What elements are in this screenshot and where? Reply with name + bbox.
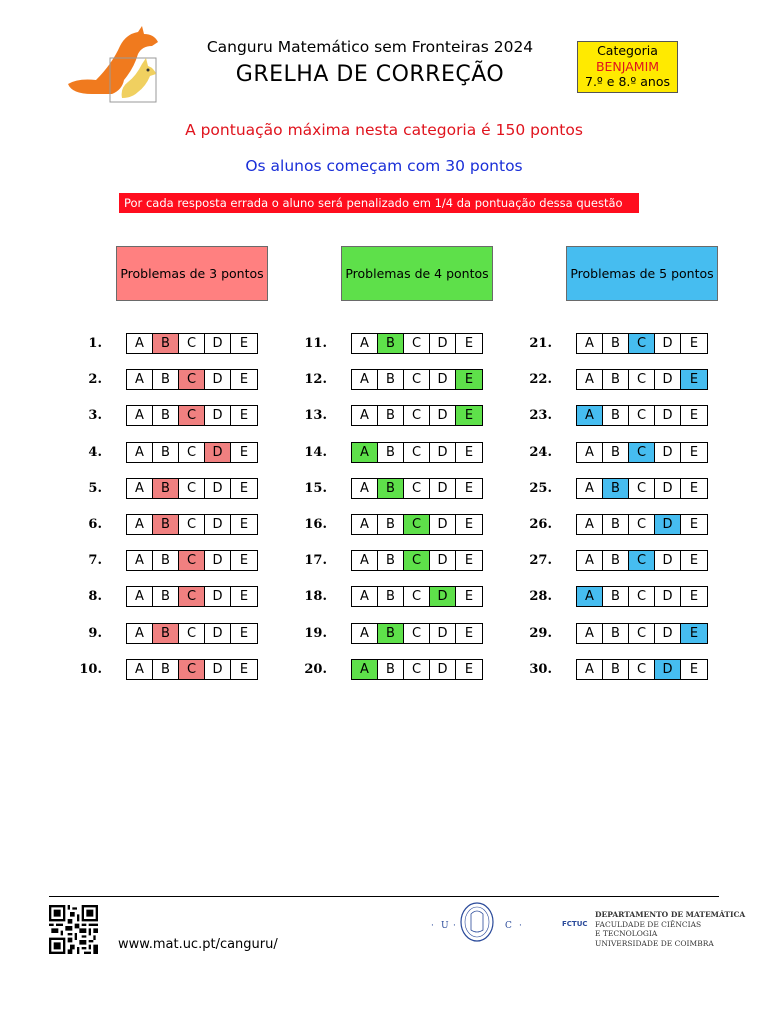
option-cell: C — [404, 370, 430, 389]
question-number: 12. — [304, 372, 327, 388]
option-cell: A — [127, 587, 153, 606]
option-cell: E — [239, 372, 249, 388]
question-number: 11. — [304, 336, 327, 351]
answer-options-row — [126, 478, 258, 499]
option-cell: D — [205, 370, 231, 389]
question-number: 19. — [304, 625, 327, 641]
question-number: 28. — [529, 589, 552, 605]
page-title: GRELHA DE CORREÇÃO — [235, 62, 505, 87]
correct-answer-cell: C — [404, 515, 430, 534]
group-header-5-points: Problemas de 5 pontos — [566, 246, 718, 301]
option-cell: A — [127, 479, 153, 498]
option-cell: E — [464, 336, 474, 351]
correct-answer-cell: B — [378, 479, 404, 498]
correct-answer-cell: B — [153, 624, 179, 643]
answer-options-row — [351, 623, 483, 644]
option-cell: E — [464, 480, 474, 496]
website-link[interactable]: www.mat.uc.pt/canguru/ — [118, 937, 278, 952]
answer-options-row — [351, 442, 483, 463]
option-cell: A — [352, 334, 378, 353]
option-cell: A — [577, 443, 603, 462]
option-cell: D — [655, 443, 681, 462]
answer-options-row — [576, 333, 708, 354]
answer-options-row — [126, 623, 258, 644]
correct-answer-cell: A — [352, 443, 378, 462]
question-number: 18. — [304, 589, 327, 605]
option-cell: D — [205, 660, 231, 679]
option-cell: A — [577, 660, 603, 679]
answer-options-row — [351, 514, 483, 535]
option-cell: D — [430, 624, 456, 643]
option-cell: D — [655, 370, 681, 389]
svg-text:·: · — [431, 921, 434, 931]
correct-answer-cell: A — [577, 587, 603, 606]
question-number: 27. — [529, 553, 552, 569]
option-cell: C — [404, 479, 430, 498]
correct-answer-cell: E — [456, 406, 482, 425]
option-cell: C — [404, 587, 430, 606]
correct-answer-cell: C — [179, 551, 205, 570]
answer-options-row — [126, 333, 258, 354]
university-seal-icon — [425, 902, 525, 946]
option-cell: A — [577, 515, 603, 534]
option-cell: A — [352, 515, 378, 534]
question-number: 17. — [304, 553, 327, 569]
option-cell: A — [127, 443, 153, 462]
option-cell: C — [179, 515, 205, 534]
answer-options-row — [576, 659, 708, 680]
option-cell: E — [689, 480, 699, 496]
question-number: 7. — [88, 553, 102, 569]
question-number: 25. — [529, 480, 552, 496]
svg-text:·: · — [453, 921, 456, 931]
answer-options-row — [351, 478, 483, 499]
correct-answer-cell: D — [205, 443, 231, 462]
option-cell: B — [603, 660, 629, 679]
option-cell: A — [127, 660, 153, 679]
dept-line-3: E TECNOLOGIA — [595, 929, 658, 938]
correct-answer-cell: D — [655, 515, 681, 534]
option-cell: E — [239, 517, 249, 532]
option-cell: C — [179, 334, 205, 353]
answer-options-row — [126, 514, 258, 535]
option-cell: E — [239, 589, 249, 605]
question-number: 16. — [304, 517, 327, 532]
question-number: 6. — [88, 517, 102, 532]
option-cell: E — [689, 336, 699, 351]
option-cell: C — [629, 515, 655, 534]
option-cell: D — [205, 551, 231, 570]
correct-answer-cell: B — [153, 334, 179, 353]
option-cell: A — [352, 551, 378, 570]
answer-options-row — [351, 333, 483, 354]
option-cell: B — [378, 551, 404, 570]
answer-options-row — [351, 586, 483, 607]
option-cell: A — [577, 334, 603, 353]
start-points-text: Os alunos começam com 30 pontos — [245, 157, 523, 175]
option-cell: B — [153, 551, 179, 570]
option-cell: E — [689, 661, 699, 677]
qr-code-icon — [49, 905, 98, 954]
option-cell: E — [464, 625, 474, 641]
option-cell: B — [378, 370, 404, 389]
option-cell: C — [404, 660, 430, 679]
correct-answer-cell: E — [681, 624, 707, 643]
option-cell: D — [205, 515, 231, 534]
answer-options-row — [351, 550, 483, 571]
option-cell: D — [655, 406, 681, 425]
option-cell: D — [430, 443, 456, 462]
question-number: 29. — [529, 625, 552, 641]
option-cell: D — [655, 624, 681, 643]
uc-letter-c: C — [505, 921, 512, 931]
option-cell: B — [603, 370, 629, 389]
option-cell: C — [629, 587, 655, 606]
option-cell: E — [239, 408, 249, 424]
option-cell: E — [239, 625, 249, 641]
option-cell: B — [153, 406, 179, 425]
question-number: 9. — [88, 625, 102, 641]
answer-options-row — [351, 405, 483, 426]
option-cell: D — [430, 551, 456, 570]
question-number: 3. — [88, 408, 102, 424]
option-cell: C — [629, 624, 655, 643]
option-cell: E — [239, 553, 249, 569]
question-number: 5. — [88, 480, 102, 496]
option-cell: E — [239, 480, 249, 496]
option-cell: E — [239, 336, 249, 351]
correct-answer-cell: C — [179, 660, 205, 679]
question-number: 23. — [529, 408, 552, 424]
option-cell: C — [179, 479, 205, 498]
answer-options-row — [576, 405, 708, 426]
correct-answer-cell: C — [179, 370, 205, 389]
option-cell: E — [464, 517, 474, 532]
option-cell: D — [655, 587, 681, 606]
option-cell: E — [239, 444, 249, 460]
footer-divider — [49, 896, 719, 897]
option-cell: B — [378, 587, 404, 606]
penalty-banner: Por cada resposta errada o aluno será penalizado em 1/4 da pontuação dessa questão — [119, 193, 639, 213]
correct-answer-cell: D — [655, 660, 681, 679]
correct-answer-cell: B — [153, 479, 179, 498]
question-number: 26. — [529, 517, 552, 532]
option-cell: B — [603, 334, 629, 353]
option-cell: E — [689, 444, 699, 460]
option-cell: A — [127, 515, 153, 534]
dept-line-1: DEPARTAMENTO DE MATEMÁTICA — [595, 910, 746, 919]
option-cell: C — [404, 624, 430, 643]
option-cell: C — [629, 479, 655, 498]
answer-options-row — [126, 369, 258, 390]
option-cell: B — [378, 406, 404, 425]
correct-answer-cell: B — [378, 624, 404, 643]
answer-options-row — [576, 550, 708, 571]
option-cell: B — [153, 370, 179, 389]
option-cell: A — [352, 624, 378, 643]
answer-options-row — [351, 369, 483, 390]
option-cell: A — [352, 406, 378, 425]
option-cell: D — [430, 479, 456, 498]
group-header-4-points: Problemas de 4 pontos — [341, 246, 493, 301]
option-cell: B — [153, 660, 179, 679]
option-cell: B — [378, 515, 404, 534]
correct-answer-cell: D — [430, 587, 456, 606]
option-cell: E — [689, 517, 699, 532]
answer-options-row — [126, 405, 258, 426]
question-number: 24. — [529, 444, 552, 460]
answer-options-row — [126, 659, 258, 680]
correct-answer-cell: B — [153, 515, 179, 534]
option-cell: C — [629, 406, 655, 425]
question-number: 4. — [88, 444, 102, 460]
option-cell: B — [153, 443, 179, 462]
category-years: 7.º e 8.º anos — [585, 74, 670, 89]
correct-answer-cell: C — [629, 334, 655, 353]
option-cell: D — [205, 624, 231, 643]
category-name: BENJAMIM — [595, 58, 660, 74]
option-cell: E — [689, 553, 699, 569]
option-cell: B — [603, 551, 629, 570]
option-cell: D — [655, 334, 681, 353]
correct-answer-cell: C — [629, 443, 655, 462]
answer-options-row — [126, 442, 258, 463]
option-cell: B — [378, 443, 404, 462]
correct-answer-cell: C — [404, 551, 430, 570]
correct-answer-cell: E — [456, 370, 482, 389]
option-cell: D — [205, 587, 231, 606]
correct-answer-cell: A — [352, 660, 378, 679]
option-cell: A — [577, 551, 603, 570]
fctuc-label: FCTUC — [562, 920, 588, 928]
answer-options-row — [576, 623, 708, 644]
max-points-text: A pontuação máxima nesta categoria é 150 pontos — [185, 121, 583, 139]
answer-options-row — [576, 369, 708, 390]
option-cell: D — [430, 334, 456, 353]
question-number: 21. — [529, 336, 552, 351]
correct-answer-cell: B — [378, 334, 404, 353]
question-number: 15. — [304, 480, 327, 496]
dept-line-2: FACULDADE DE CIÊNCIAS — [595, 919, 702, 929]
option-cell: C — [404, 406, 430, 425]
answer-options-row — [351, 659, 483, 680]
question-number: 30. — [529, 661, 552, 677]
option-cell: E — [689, 589, 699, 605]
option-cell: D — [655, 551, 681, 570]
answer-options-row — [576, 514, 708, 535]
question-number: 2. — [88, 372, 102, 388]
question-number: 8. — [88, 589, 102, 605]
category-box — [577, 41, 678, 93]
option-cell: B — [603, 624, 629, 643]
option-cell: B — [378, 660, 404, 679]
question-number: 22. — [529, 372, 552, 388]
option-cell: C — [629, 370, 655, 389]
option-cell: D — [205, 406, 231, 425]
option-cell: E — [464, 553, 474, 569]
kangaroo-logo — [62, 24, 168, 108]
option-cell: C — [179, 624, 205, 643]
correct-answer-cell: C — [629, 551, 655, 570]
option-cell: D — [430, 515, 456, 534]
answer-options-row — [126, 550, 258, 571]
option-cell: C — [404, 443, 430, 462]
department-block — [595, 910, 745, 948]
category-label: Categoria — [597, 43, 658, 58]
dept-line-4: UNIVERSIDADE DE COIMBRA — [595, 938, 714, 948]
option-cell: A — [352, 370, 378, 389]
option-cell: A — [127, 334, 153, 353]
option-cell: D — [430, 660, 456, 679]
question-number: 1. — [88, 336, 102, 351]
option-cell: A — [127, 551, 153, 570]
option-cell: A — [127, 624, 153, 643]
answer-options-row — [576, 478, 708, 499]
correct-answer-cell: E — [681, 370, 707, 389]
option-cell: D — [655, 479, 681, 498]
correct-answer-cell: A — [577, 406, 603, 425]
option-cell: C — [629, 660, 655, 679]
question-number: 14. — [304, 444, 327, 460]
option-cell: D — [205, 479, 231, 498]
option-cell: B — [603, 406, 629, 425]
option-cell: A — [352, 587, 378, 606]
correct-answer-cell: C — [179, 406, 205, 425]
uc-letter-u: U — [441, 921, 449, 931]
option-cell: B — [603, 515, 629, 534]
option-cell: E — [464, 661, 474, 677]
question-number: 10. — [79, 661, 102, 677]
option-cell: C — [404, 334, 430, 353]
option-cell: E — [464, 444, 474, 460]
group-header-3-points: Problemas de 3 pontos — [116, 246, 268, 301]
answer-options-row — [576, 442, 708, 463]
option-cell: D — [205, 334, 231, 353]
option-cell: C — [179, 443, 205, 462]
svg-text:·: · — [519, 921, 522, 931]
option-cell: A — [127, 370, 153, 389]
option-cell: A — [577, 624, 603, 643]
contest-title: Canguru Matemático sem Fronteiras 2024 — [206, 38, 534, 56]
option-cell: A — [127, 406, 153, 425]
answer-options-row — [576, 586, 708, 607]
option-cell: D — [430, 370, 456, 389]
option-cell: B — [153, 587, 179, 606]
option-cell: A — [577, 370, 603, 389]
option-cell: E — [689, 408, 699, 424]
correct-answer-cell: C — [179, 587, 205, 606]
option-cell: B — [603, 443, 629, 462]
option-cell: B — [603, 587, 629, 606]
option-cell: D — [430, 406, 456, 425]
option-cell: E — [239, 661, 249, 677]
option-cell: A — [577, 479, 603, 498]
option-cell: E — [464, 589, 474, 605]
answer-options-row — [126, 586, 258, 607]
question-number: 20. — [304, 661, 327, 677]
option-cell: A — [352, 479, 378, 498]
question-number: 13. — [304, 408, 327, 424]
correct-answer-cell: B — [603, 479, 629, 498]
